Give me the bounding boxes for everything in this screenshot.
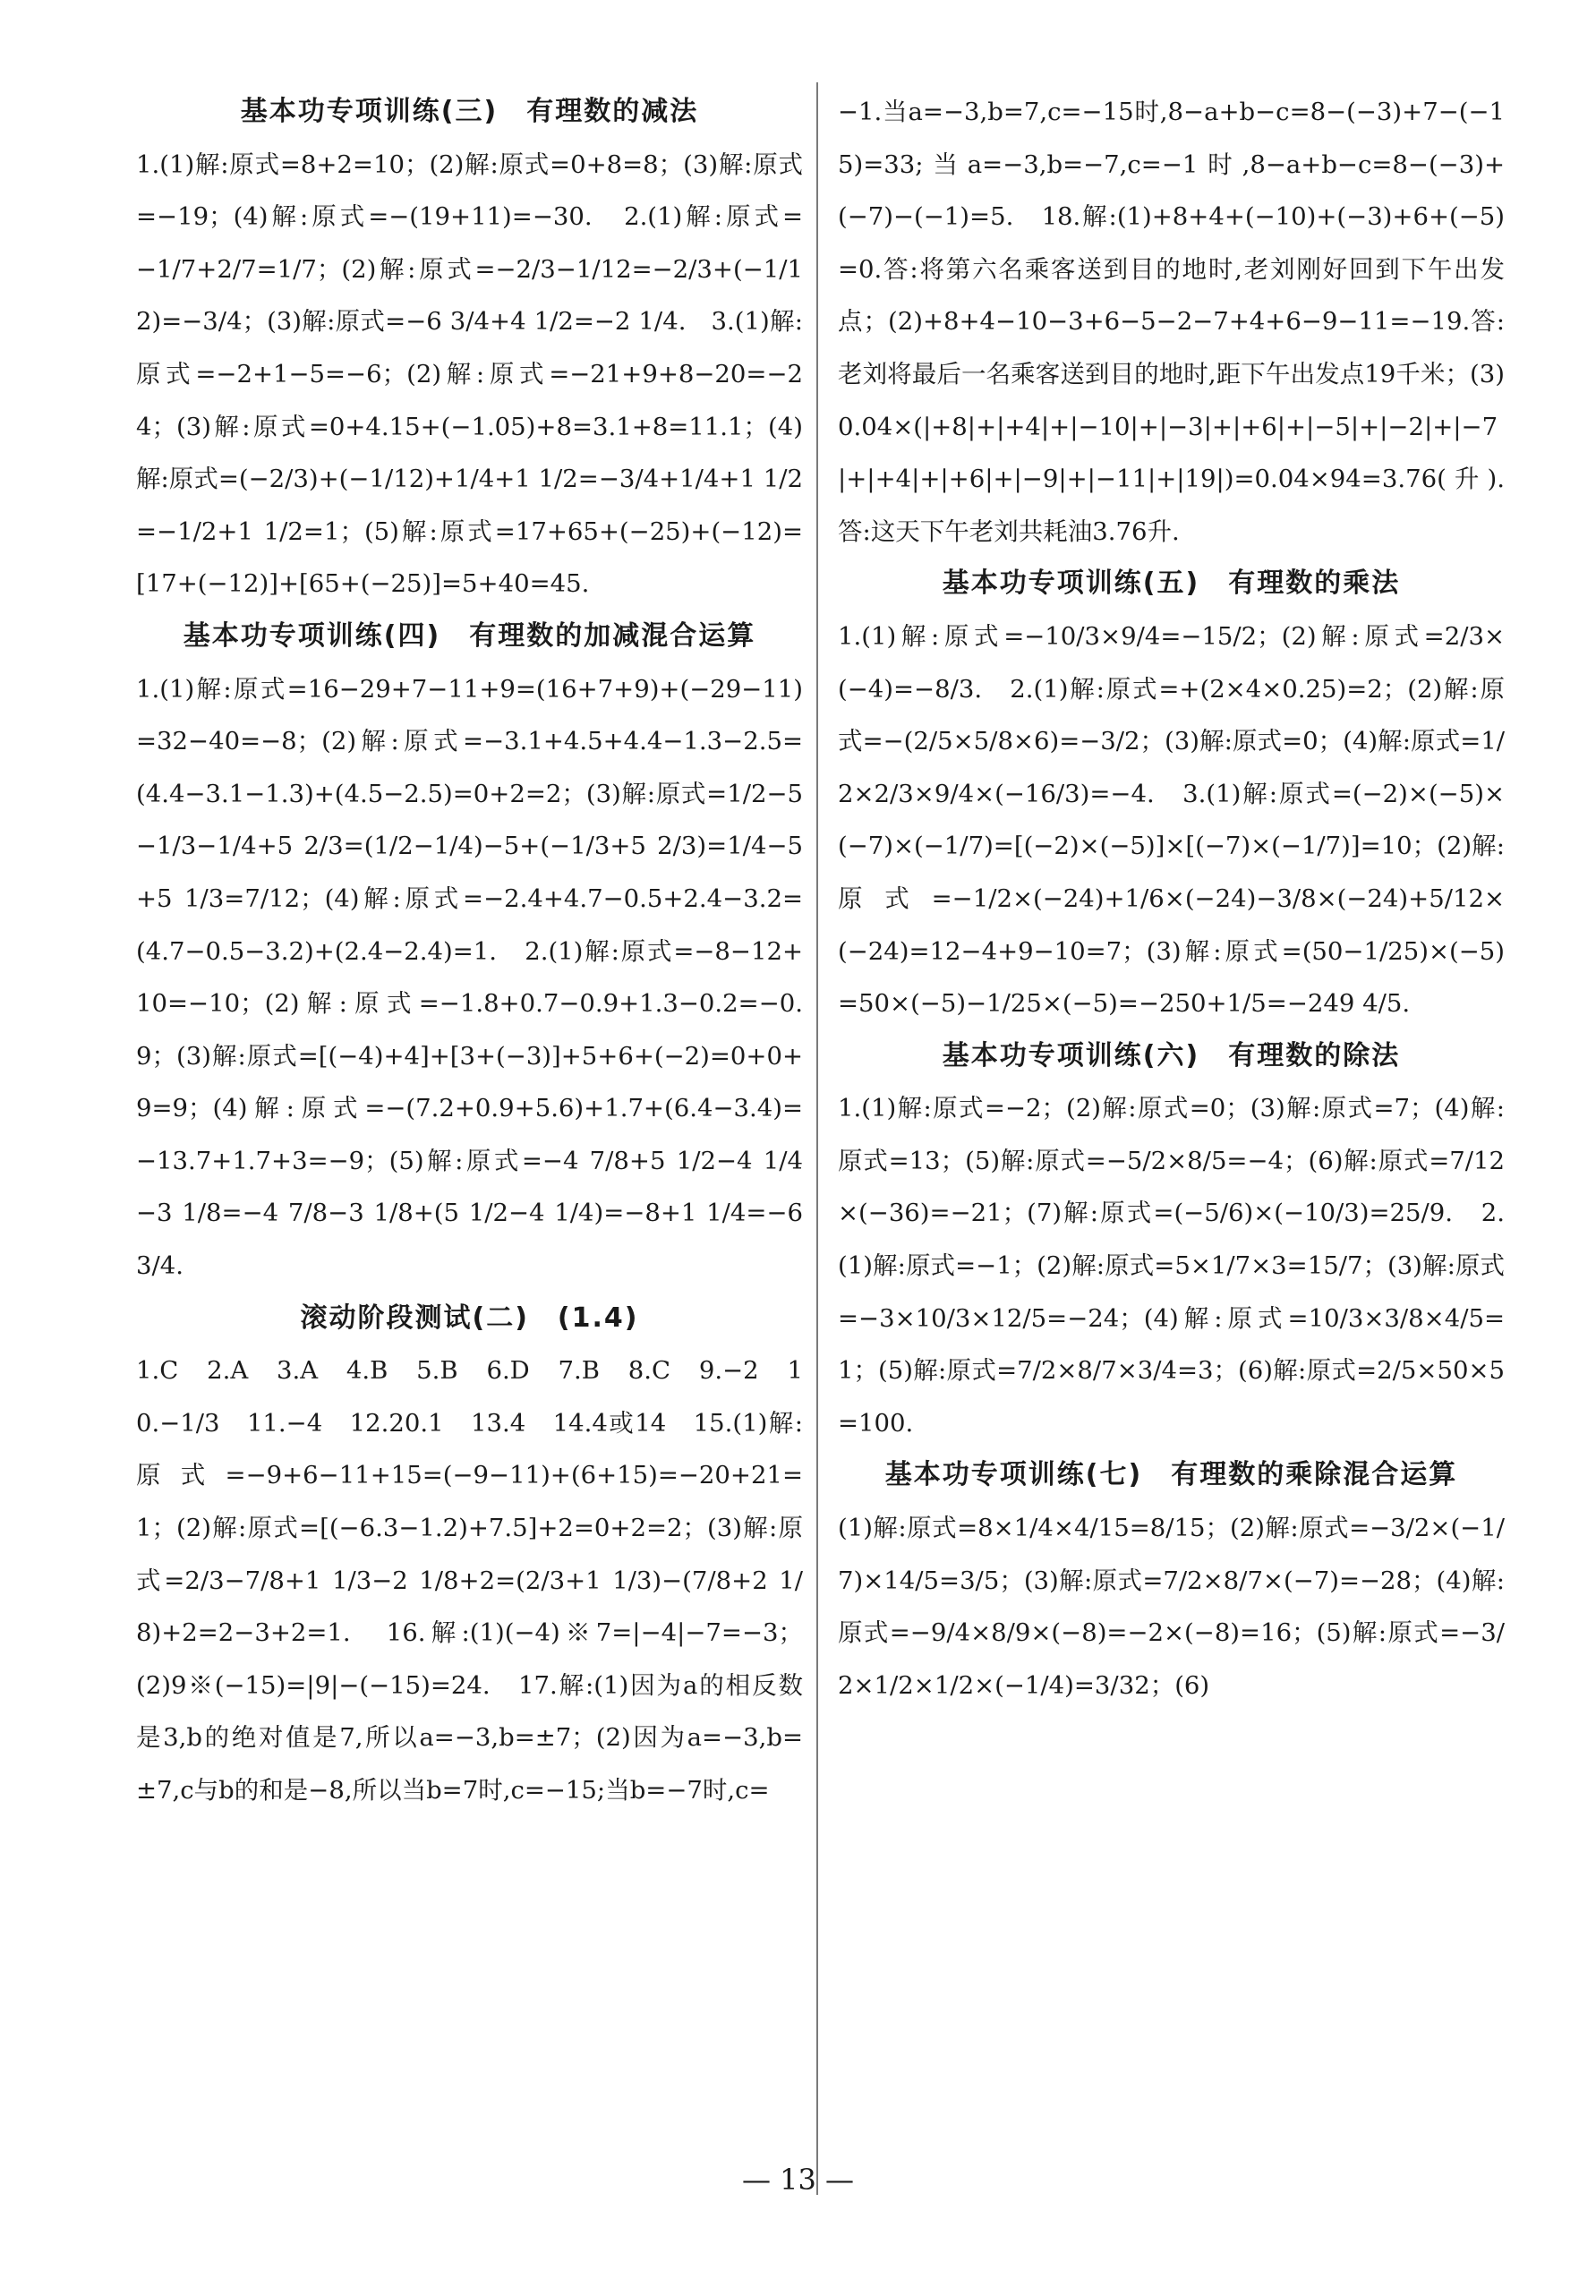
right-column <box>838 86 1505 1711</box>
section-heading: 基本功专项训练(三) 有理数的减法 <box>240 96 699 127</box>
answer-paragraph: (1)解:原式=8×1/4×4/15=8/15；(2)解:原式=−3/2×(−1/7)×14/5=3/5；(3)解:原式=7/2×8/7×(−7)=−28；(4)解:原式=−9/4×8/9×(−8)=−2×(−8)=16；(5)解:原式=−3/2×1/2×1/2×(−1/4)=3/32；(6) <box>838 1514 1505 1700</box>
answer-paragraph: 1.(1)解:原式=8+2=10；(2)解:原式=0+8=8；(3)解:原式=−19；(4)解:原式=−(19+11)=−30. 2.(1)解:原式=−1/7+2/7=1/7；(2)解:原式=−2/3−1/12=−2/3+(−1/12)=−3/4；(3)解:原式=−6 3/4+4 1/2=−2 1/4. 3.(1)解:原式=−2+1−5=−6；(2)解:原式=−21+9+8−20=−24；(3)解:原式=0+4.15+(−1.05)+8=3.1+8=11.1；(4)解:原式=(−2/3)+(−1/12)+1/4+1 1/2=−3/4+1/4+1 1/2=−1/2+1 1/2=1；(5)解:原式=17+65+(−25)+(−12)=[17+(−12)]+[65+(−25)]=5+40=45. <box>136 149 803 599</box>
section-heading: 基本功专项训练(七) 有理数的乘除混合运算 <box>884 1459 1458 1491</box>
left-column <box>136 86 803 1817</box>
column-divider <box>816 82 818 2195</box>
section-heading: 基本功专项训练(五) 有理数的乘法 <box>942 568 1401 600</box>
answer-paragraph: 1.(1)解:原式=16−29+7−11+9=(16+7+9)+(−29−11)=32−40=−8；(2)解:原式=−3.1+4.5+4.4−1.3−2.5=(4.4−3.1−1.3)+(4.5−2.5)=0+2=2；(3)解:原式=1/2−5−1/3−1/4+5 2/3=(1/2−1/4)−5+(−1/3+5 2/3)=1/4−5+5 1/3=7/12；(4)解:原式=−2.4+4.7−0.5+2.4−3.2=(4.7−0.5−3.2)+(2.4−2.4)=1. 2.(1)解:原式=−8−12+10=−10；(2)解:原式=−1.8+0.7−0.9+1.3−0.2=−0.9；(3)解:原式=[(−4)+4]+[3+(−3)]+5+6+(−2)=0+0+9=9；(4)解:原式=−(7.2+0.9+5.6)+1.7+(6.4−3.4)=−13.7+1.7+3=−9；(5)解:原式=−4 7/8+5 1/2−4 1/4−3 1/8=−4 7/8−3 1/8+(5 1/2−4 1/4)=−8+1 1/4=−6 3/4. <box>136 674 803 1281</box>
answer-paragraph: 1.C 2.A 3.A 4.B 5.B 6.D 7.B 8.C 9.−2 10.−1/3 11.−4 12.20.1 13.4 14.4或14 15.(1)解:原式=−9+6−11+15=(−9−11)+(6+15)=−20+21=1；(2)解:原式=[(−6.3−1.2)+7.5]+2=0+2=2；(3)解:原式=2/3−7/8+1 1/3−2 1/8+2=(2/3+1 1/3)−(7/8+2 1/8)+2=2−3+2=1. 16.解:(1)(−4)※7=|−4|−7=−3；(2)9※(−15)=|9|−(−15)=24. 17.解:(1)因为a的相反数是3,b的绝对值是7,所以a=−3,b=±7；(2)因为a=−3,b=±7,c与b的和是−8,所以当b=7时,c=−15;当b=−7时,c= <box>136 1356 803 1805</box>
answer-paragraph: 1.(1)解:原式=−2；(2)解:原式=0；(3)解:原式=7；(4)解:原式=13；(5)解:原式=−5/2×8/5=−4；(6)解:原式=7/12×(−36)=−21；(7)解:原式=(−5/6)×(−10/3)=25/9. 2.(1)解:原式=−1；(2)解:原式=5×1/7×3=15/7；(3)解:原式=−3×10/3×12/5=−24；(4)解:原式=10/3×3/8×4/5=1；(5)解:原式=7/2×8/7×3/4=3；(6)解:原式=2/5×50×5=100. <box>838 1094 1505 1438</box>
page-number: — 13 — <box>741 2163 855 2197</box>
section-heading: 基本功专项训练(四) 有理数的加减混合运算 <box>183 619 756 652</box>
answer-paragraph: 1.(1)解:原式=−10/3×9/4=−15/2；(2)解:原式=2/3×(−4)=−8/3. 2.(1)解:原式=+(2×4×0.25)=2；(2)解:原式=−(2/5×5/8×6)=−3/2；(3)解:原式=0；(4)解:原式=1/2×2/3×9/4×(−16/3)=−4. 3.(1)解:原式=(−2)×(−5)×(−7)×(−1/7)=[(−2)×(−5)]×[(−7)×(−1/7)]=10；(2)解:原式=−1/2×(−24)+1/6×(−24)−3/8×(−24)+5/12×(−24)=12−4+9−10=7；(3)解:原式=(50−1/25)×(−5)=50×(−5)−1/25×(−5)=−250+1/5=−249 4/5. <box>838 621 1505 1019</box>
section-heading: 基本功专项训练(六) 有理数的除法 <box>942 1039 1401 1071</box>
section-heading: 滚动阶段测试(二) (1.4) <box>300 1302 639 1334</box>
answer-paragraph: −1.当a=−3,b=7,c=−15时,8−a+b−c=8−(−3)+7−(−15)=33;当a=−3,b=−7,c=−1时,8−a+b−c=8−(−3)+(−7)−(−1)=5. 18.解:(1)+8+4+(−10)+(−3)+6+(−5)=0.答:将第六名乘客送到目的地时,老刘刚好回到下午出发点；(2)+8+4−10−3+6−5−2−7+4+6−9−11=−19.答:老刘将最后一名乘客送到目的地时,距下午出发点19千米；(3)0.04×(|+8|+|+4|+|−10|+|−3|+|+6|+|−5|+|−2|+|−7|+|+4|+|+6|+|−9|+|−11|+|19|)=0.04×94=3.76(升).答:这天下午老刘共耗油3.76升. <box>838 98 1505 546</box>
